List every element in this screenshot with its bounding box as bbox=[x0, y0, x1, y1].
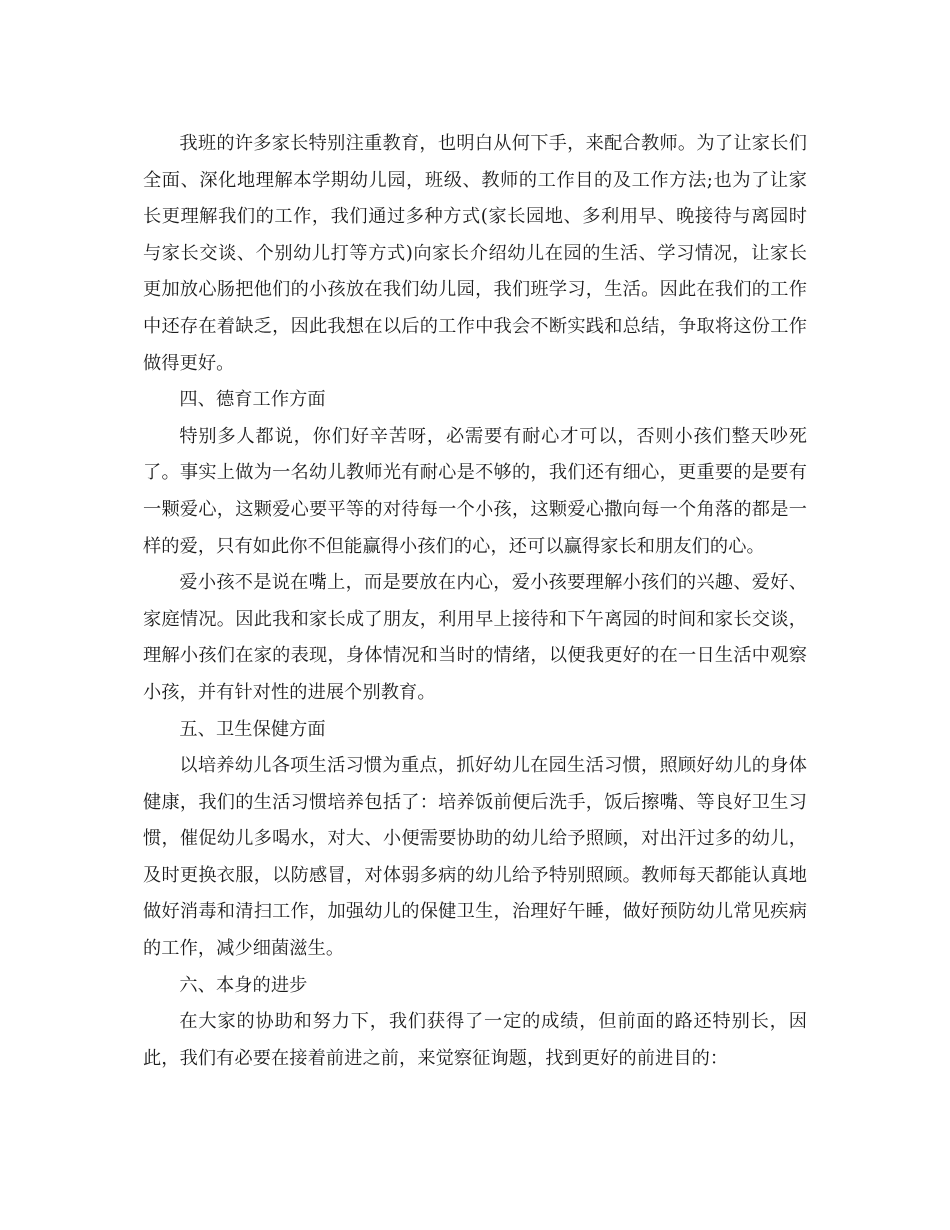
paragraph-patience-and-love: 特别多人都说，你们好辛苦呀，必需要有耐心才可以，否则小孩们整天吵死了。事实上做为一名幼儿教师光有耐心是不够的，我们还有细心，更重要的是要有一颗爱心，这颗爱心要平等的对待每一个小孩，这颗爱心撒向每一个角落的都是一样的爱，只有如此你不但能赢得小孩们的心，还可以赢得家长和朋友们的心。 bbox=[143, 425, 807, 557]
section-heading-moral-education: 四、德育工作方面 bbox=[179, 389, 326, 411]
section-heading-health-care: 五、卫生保健方面 bbox=[179, 718, 326, 740]
paragraph-understanding-children: 爱小孩不是说在嘴上，而是要放在内心，爱小孩要理解小孩们的兴趣、爱好、家庭情况。因此我和家长成了朋友，利用早上接待和下午离园的时间和家长交谈，理解小孩们在家的表现，身体情况和当时的情绪，以便我更好的在一日生活中观察小孩，并有针对性的进展个别教育。 bbox=[143, 572, 807, 703]
paragraph-parent-communication: 我班的许多家长特别注重教育，也明白从何下手，来配合教师。为了让家长们全面、深化地理解本学期幼儿园，班级、教师的工作目的及工作方法;也为了让家长更理解我们的工作，我们通过多种方式(家长园地、多利用早、晚接待与离园时与家长交谈、个别幼儿打等方式)向家长介绍幼儿在园的生活、学习情况，让家长更加放心肠把他们的小孩放在我们幼儿园，我们班学习，生活。因此在我们的工作中还存在着缺乏，因此我想在以后的工作中我会不断实践和总结，争取将这份工作做得更好。 bbox=[143, 133, 807, 374]
paragraph-living-habits: 以培养幼儿各项生活习惯为重点，抓好幼儿在园生活习惯，照顾好幼儿的身体健康，我们的生活习惯培养包括了：培养饭前便后洗手，饭后擦嘴、等良好卫生习惯，催促幼儿多喝水，对大、小便需要协助的幼儿给予照顾，对出汗过多的幼儿，及时更换衣服，以防感冒，对体弱多病的幼儿给予特别照顾。教师每天都能认真地做好消毒和清扫工作，加强幼儿的保健卫生，治理好午睡，做好预防幼儿常见疾病的工作，减少细菌滋生。 bbox=[143, 755, 807, 960]
document-body bbox=[143, 126, 807, 1077]
paragraph-progress-goals: 在大家的协助和努力下，我们获得了一定的成绩，但前面的路还特别长，因此，我们有必要在接着前进之前，来觉察征询题，找到更好的前进目的： bbox=[143, 1011, 807, 1069]
section-heading-self-progress: 六、本身的进步 bbox=[179, 974, 308, 996]
